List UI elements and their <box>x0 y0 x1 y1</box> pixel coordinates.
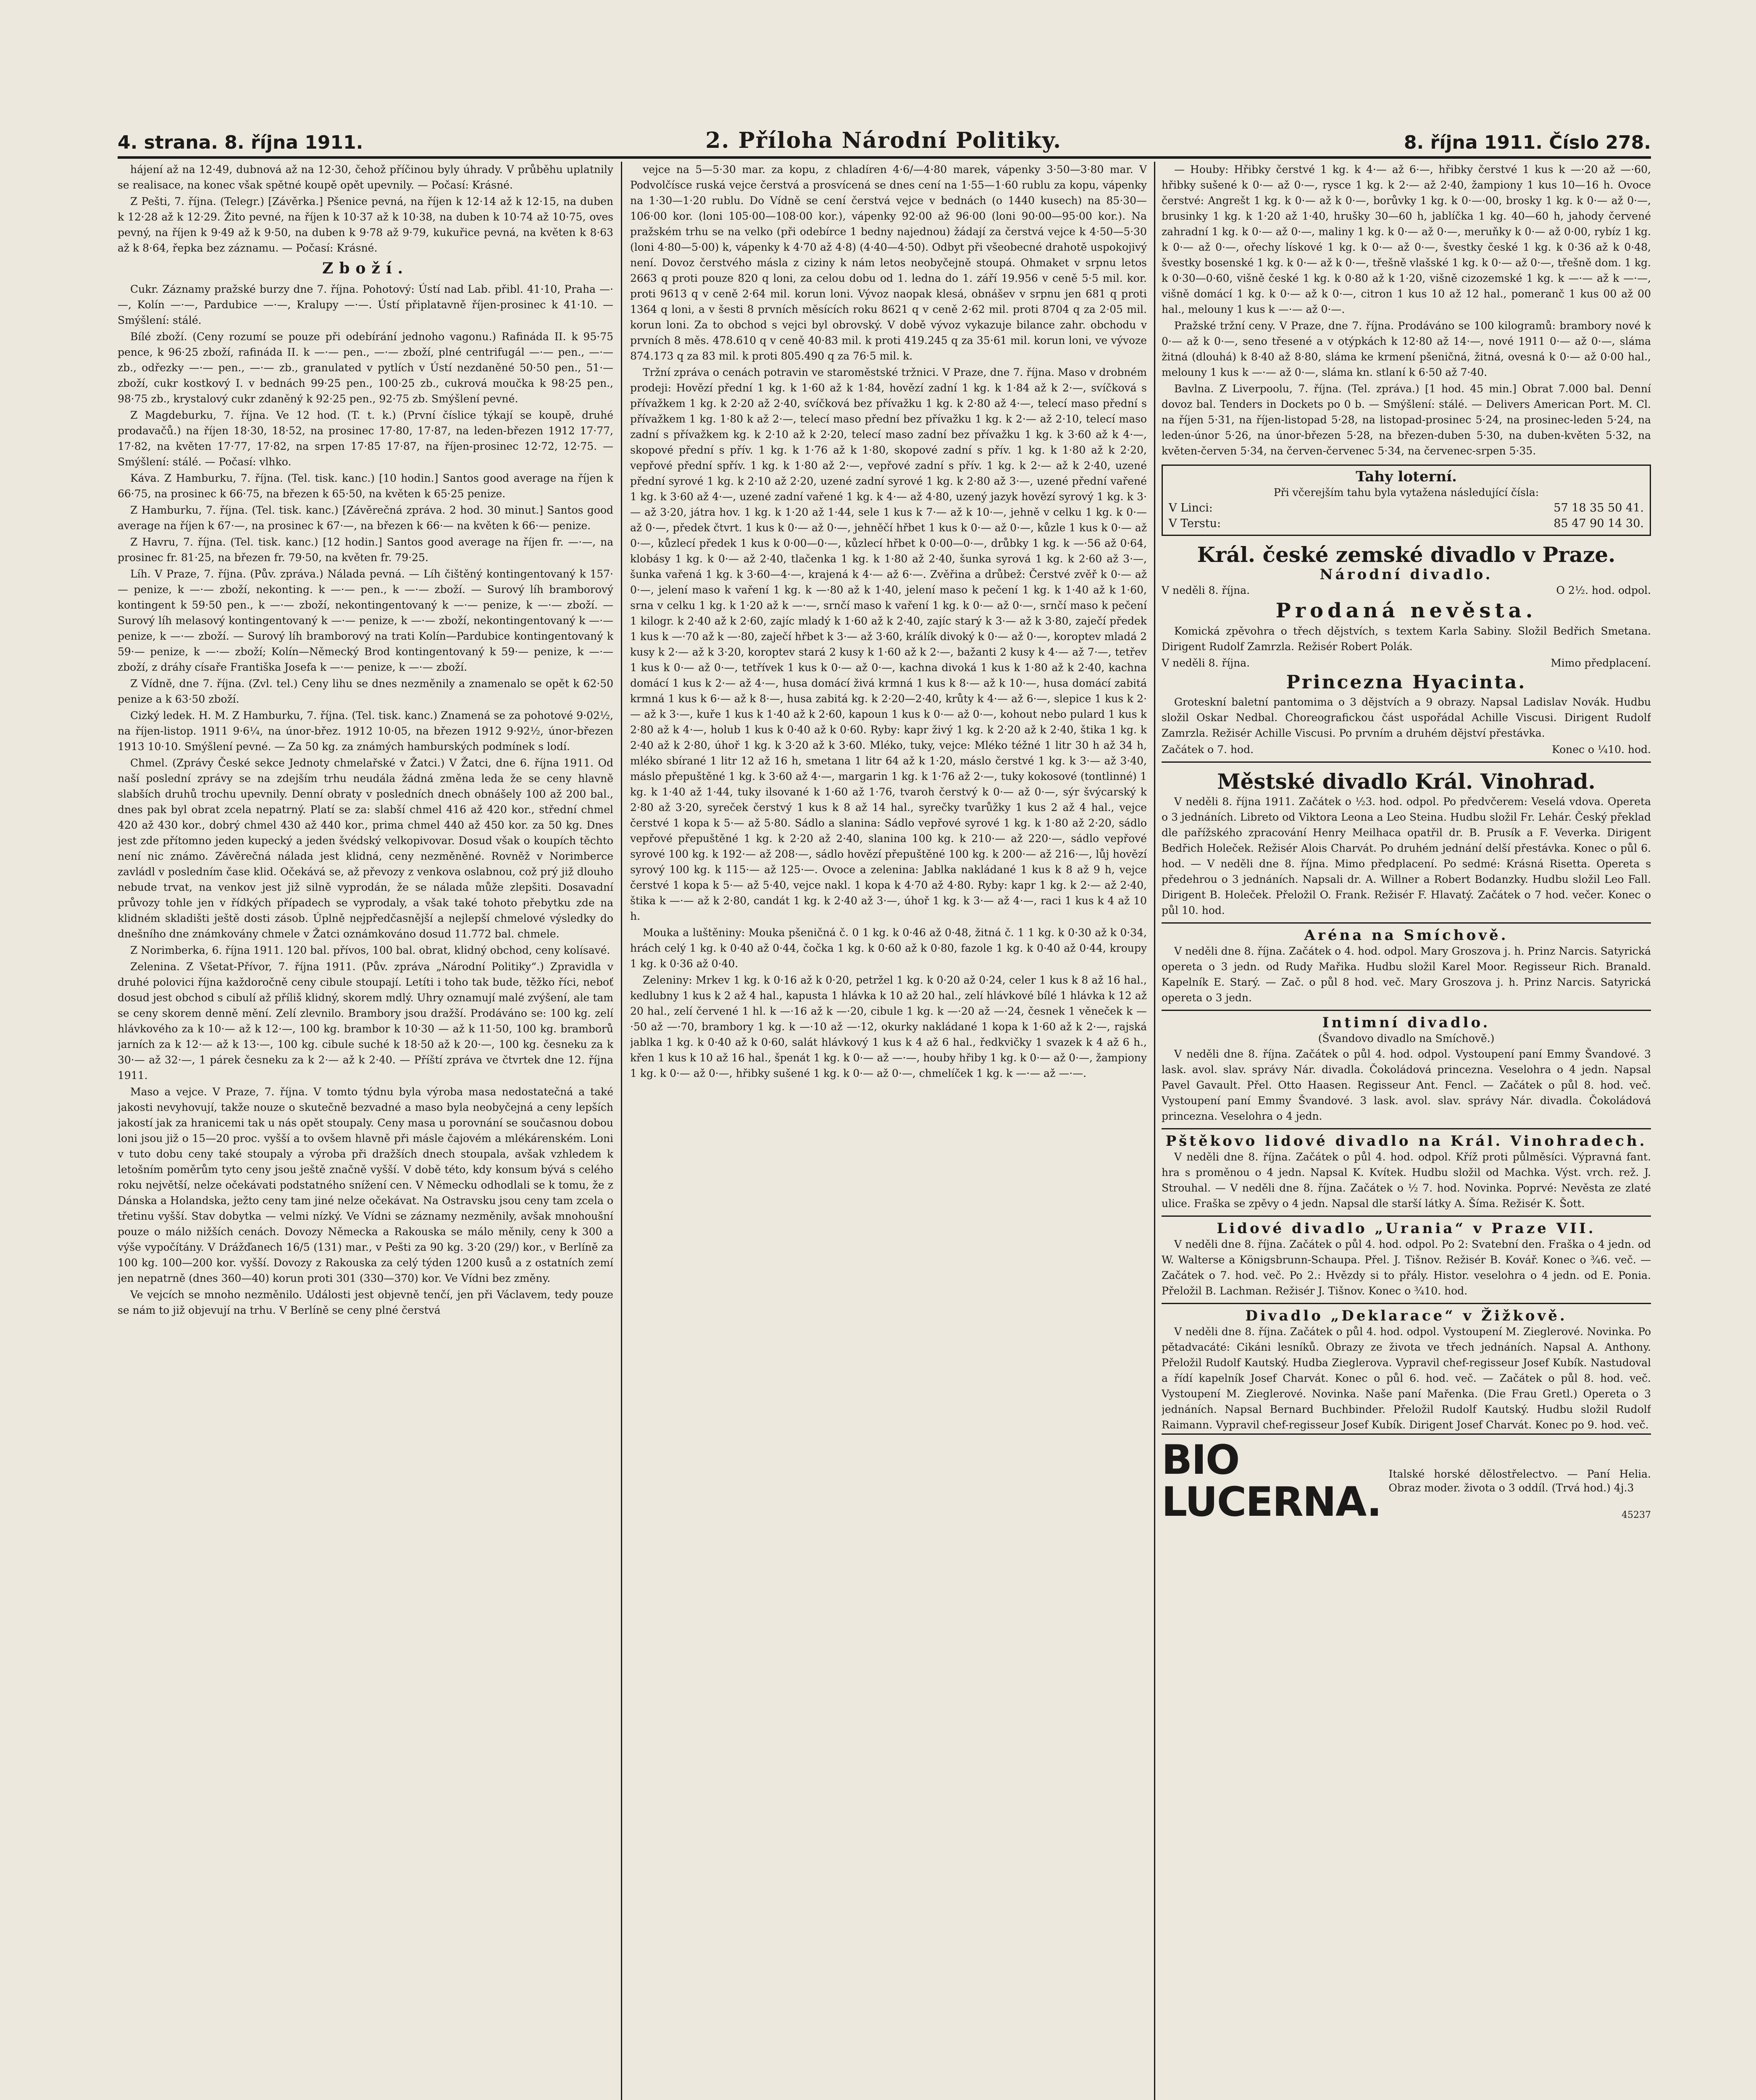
market-paragraph: Zelenina. Z Všetat-Přívor, 7. října 1911. (Pův. zpráva „Národní Politiky“.) Zpravidla v druhé polovici října každoročně ceny cibule stoupají. Letíti i toho tak bude, těžko říci, neboť dosud jest obchod s cibulí až příliš klidný, skorem mdlý. Uhry oznamují malé zvýšení, ale tam se ceny skorem denně mění. Zelí zlevnilo. Brambory jsou dražší. Prodáváno se: 100 kg. zelí hlávkového za k 10·— až k 12·—, 100 kg. brambor k 10·30 — až k 11·50, 100 kg. bramborů jarních za k 12·— až k 13·—, 100 kg. cibule suché k 18·50 až k 20·—, 100 kg. česneku za k 30·— až 32·—, 1 párek česneku za k 2·— až k 2·40. — Příští zpráva ve čtvrtek dne 12. října 1911. <box>118 961 613 1082</box>
program-row <box>1162 742 1651 757</box>
theatre-title: Intimní divadlo. <box>1322 1014 1490 1031</box>
market-paragraph: Maso a vejce. V Praze, 7. října. V tomto týdnu byla výroba masa nedostatečná a také jakosti nevyhovují, takže nouze o skutečně bezvadné a maso byla neobyčejná a ceny lepších jakostí jak za hranicemi tak u nás opět stoupaly. Ceny masa u porovnání se současnou dobou loni jsou již o 15—20 proc. vyšší a to ovšem hlavně při másle čajovém a mlékárenském. Loni v tuto dobu ceny také stoupaly a výroba při dražších dnech stoupala, avšak vzhledem k letošním poměrům tyto ceny jsou ještě značně vyšší. V době této, kdy konsum bývá s celého roku největší, nelze očekávati podstatného snížení cen. V Německu odhodlali se k tomu, že z Dánska a Holandska, ježto ceny tam jiné nelze očekávat. Na Ostravsku jsou ceny tam zcela o třetinu vyšší. Stav dobytka — velmi nízký. Ve Vídni se záznamy nezměnily, avšak mnohoušní pouze o málo nižších cenách. Dovozy Německa a Rakouska se málo měnily, ceny k 300 a výše vypočítány. V Drážďanech 16/5 (131) mar., v Pešti za 90 kg. 3·20 (29/) kor., v Berlíně za 100 kg. 100—200 kor. vyšší. Dovozy z Rakouska za celý týden 1200 kusů a z ostatních zemí jen nepatrně (dnes 360—40) korun proti 301 (330—370) kor. Ve Vídni bez změny. <box>118 1086 613 1284</box>
theatre-subtitle: (Švandovo divadlo na Smíchově.) <box>1318 1032 1495 1045</box>
market-paragraph: Mouka a luštěniny: Mouka pšeničná č. 0 1 kg. k 0·46 až 0·48, žitná č. 1 1 kg. k 0·30 až k 0·34, hrách celý 1 kg. k 0·40 až 0·44, čočka 1 kg. k 0·60 až k 0·80, fazole 1 kg. k 0·40 až 0·44, kroupy 1 kg. k 0·36 až 0·40. <box>630 927 1147 970</box>
program-row <box>1162 655 1651 671</box>
market-paragraph: Z Norimberka, 6. října 1911. 120 bal. přívos, 100 bal. obrat, klidný obchod, ceny kolísavé. <box>130 944 610 956</box>
theatre-program: V neděli dne 8. října. Začátek o půl 4. hod. odpol. Po 2: Svatební den. Fraška o 4 jedn. od W. Walterse a Königsbrunn-Schaupa. Přel. J. Tišnov. Režisér B. Kovář. Konec o ¾6. več. — Začátek o 7. hod. več. Po 2.: Hvězdy si to přály. Histor. veselohra o 4 jedn. od E. Ponia. Přeložil B. Lachman. Režisér J. Tišnov. Konec o ¾10. hod. <box>1162 1238 1651 1297</box>
theatre-program: V neděli 8. října 1911. Začátek o ½3. hod. odpol. Po předvčerem: Veselá vdova. Opereta o 3 jednáních. Libreto od Viktora Leona a Leo Steina. Hudbu složil Fr. Lehár. Český překlad dle pařížského zpracování Henry Meilhaca opatřil dr. B. Prusík a F. Veverka. Dirigent Bedřich Holeček. Režisér Alois Charvát. Po druhém jednání delší přestávka. Konec o půl 6. hod. — V neděli dne 8. října. Mimo předplacení. Po sedmé: Krásná Risetta. Opereta s předehrou o 3 jednáních. Napsali dr. A. Willner a Robert Bodanzky. Hudbu složil Leo Fall. Dirigent B. Holeček. Přeložil O. Frank. Režisér F. Hlavatý. Začátek o 7 hod. večer. Konec o půl 10. hod. <box>1162 795 1651 916</box>
lottery-box <box>1162 465 1651 536</box>
header-title: 2. Příloha Národní Politiky. <box>705 128 1062 153</box>
header-rule <box>118 156 1651 159</box>
theatre-title: Pštěkovo lidové divadlo na Král. Vinohradech. <box>1165 1133 1647 1150</box>
header-right: 8. října 1911. Číslo 278. <box>1404 132 1651 153</box>
program-time: Mimo předplacení. <box>1551 657 1651 669</box>
section-heading: Zboží. <box>322 260 409 277</box>
play-title: Prodaná nevěsta. <box>1275 599 1537 622</box>
program-row <box>1162 583 1651 598</box>
lottery-row <box>1169 516 1644 531</box>
market-paragraph: Cukr. Záznamy pražské burzy dne 7. října. Pohotový: Ústí nad Lab. přibl. 41·10, Praha —·—, Kolín —·—, Pardubice —·—, Kralupy —·—. Ústí připlatavně říjen-prosinec k 41·10. — Smýšlení: stálé. <box>118 283 613 326</box>
program-date: V neděli 8. října. <box>1162 584 1250 596</box>
program-time: O 2½. hod. odpol. <box>1556 584 1651 596</box>
play-description: Groteskní baletní pantomima o 3 dějstvích a 9 obrazy. Napsal Ladislav Novák. Hudbu složil Oskar Nedbal. Choreografickou část uspořádal Achille Viscusi. Dirigent Rudolf Zamrzla. Režisér Achille Viscusi. Po prvním a druhém dějství přestávka. <box>1162 696 1651 739</box>
market-paragraph: Z Pešti, 7. října. (Telegr.) [Závěrka.] Pšenice pevná, na říjen k 12·14 až k 12·15, na duben k 12·28 až k 12·29. Žito pevné, na říjen k 10·37 až k 10·38, na duben k 10·74 až 10·75, oves pevný, na říjen k 9·49 až k 9·50, na duben k 9·78 až 9·79, kukuřice pevná, na květen k 8·63 až k 8·64, řepka bez záznamu. — Počasí: Krásné. <box>118 195 613 254</box>
divider <box>1162 1215 1651 1217</box>
market-paragraph: Cizký ledek. H. M. Z Hamburku, 7. října. (Tel. tisk. kanc.) Znamená se za pohotové 9·02½, na říjen-listop. 1911 9·6¼, na únor-břez. 1912 10·05, na březen 1912 9·92½, únor-březen 1913 10·10. Smýšlení pevné. — Za 50 kg. za známých hamburských podmínek s lodí. <box>118 709 613 753</box>
theatre-title: Lidové divadlo „Urania“ v Praze VII. <box>1217 1220 1596 1237</box>
play-description: Komická zpěvohra o třech dějstvích, s textem Karla Sabiny. Složil Bedřich Smetana. Dirigent Rudolf Zamrzla. Režisér Robert Polák. <box>1162 625 1651 653</box>
lottery-numbers: 85 47 90 14 30. <box>1554 517 1644 530</box>
cinema-ad-text: Italské horské dělostřelectvo. — Paní Helia. Obraz moder. života o 3 oddíl. (Trvá hod.) 4j.3 <box>1388 1468 1651 1494</box>
divider <box>1162 1128 1651 1129</box>
divider <box>1162 761 1651 763</box>
market-paragraph: Bílé zboží. (Ceny rozumí se pouze při odebírání jednoho vagonu.) Rafináda II. k 95·75 pence, k 96·25 zboží, rafináda II. k —·— pen., —·— zboží, plné centrifugál —·— pen., —·— zb., odřezky —·— pen., —·— zb., granulated v pytlích v Ústí nezdaněné 50·50 pen., 51·— zboží, cukr kostkový I. v bednách 99·25 pen., 100·25 zb., cukrová moučka k 98·25 pen., 98·75 zb., krystalový cukr zdaněný k 92·25 pen., 92·75 zb. Smýšlení pevné. <box>118 331 613 405</box>
column-divider-1 <box>621 162 622 2100</box>
program-date: V neděli 8. října. <box>1162 657 1250 669</box>
lottery-row <box>1169 500 1644 516</box>
ad-number: 45237 <box>1622 1510 1651 1520</box>
theatre-subtitle: Národní divadlo. <box>1320 566 1493 583</box>
market-paragraph: — Houby: Hřibky čerstvé 1 kg. k 4·— až 6·—, hřibky čerstvé 1 kus k —·20 až —·60, hřibky sušené k 0·— až 0·—, rysce 1 kg. k 2·— až 2·40, žampiony 1 kus 10—16 h. Ovoce čerstvé: Angrešt 1 kg. k 0·— až k 0·—, borůvky 1 kg. k 0·—·00, brosky 1 kg. k 0·— až 0·—, brusinky 1 kg. k 1·20 až 1·40, hrušky 30—60 h, jablíčka 1 kg. 40—60 h, jahody červené zahradní 1 kg. k 0·— až 0·—, maliny 1 kg. k 0·— až 0·—, meruňky k 0·— až 0·00, rybíz 1 kg. k 0·— až 0·—, ořechy lískové 1 kg. k 0·— až 0·—, švestky české 1 kg. k 0·36 až k 0·48, švestky bosenské 1 kg. k 0·— až k 0·—, třešně vlašské 1 kg. k 0·— až 0·—, třešně dom. 1 kg. k 0·30—0·60, višně české 1 kg. k 0·80 až k 1·20, višně cizozemské 1 kg. k —·— až k —·—, višně domácí 1 kg. k 0·— až k 0·—, citron 1 kus 10 až 12 hal., pomeranč 1 kus 00 až 00 hal., melouny 1 kus k —·— až 0·—. <box>1162 163 1651 315</box>
theatre-program: V neděli dne 8. října. Začátek o půl 4. hod. odpol. Vystoupení M. Zieglerové. Novinka. Po pětadvacáté: Cikáni lesníků. Obrazy ze života ve třech jednáních. Napsal A. Anthony. Přeložil Rudolf Kautský. Hudba Zieglerova. Vypravil chef-regisseur Josef Kubík. Nastudoval a řídí kapelník Josef Charvát. Konec o půl 6. hod. več. — Začátek o půl 8. hod. več. Vystoupení M. Zieglerové. Novinka. Naše paní Mařenka. (Die Frau Gretl.) Opereta o 3 jednáních. Napsal Bernard Buchbinder. Přeložil Rudolf Kautský. Hudbu složil Rudolf Raimann. Vypravil chef-regisseur Josef Kubík. Dirigent Josef Charvát. Konec po 9. hod. več. <box>1162 1326 1651 1431</box>
theatre-program: V neděli dne 8. října. Začátek o půl 4. hod. odpol. Kříž proti půlměsíci. Výpravná fant. hra s proměnou o 4 jedn. Napsal K. Kvítek. Hudbu složil od Machka. Výst. vrch. rež. J. Strouhal. — V neděli dne 8. října. Začátek o ½ 7. hod. Novinka. Poprvé: Nevěsta ze zlaté ulice. Fraška se zpěvy o 4 jedn. Napsal dle starší látky A. Šíma. Režisér K. Šott. <box>1162 1151 1651 1210</box>
market-paragraph: Pražské tržní ceny. V Praze, dne 7. října. Prodáváno se 100 kilogramů: brambory nové k 0·— až k 0·—, seno třesené a v otýpkách k 12·80 až 14·—, nové 1911 0·— až 0·—, sláma žitná (dlouhá) k 8·40 až 8·80, sláma ke krmení pšeničná, žitná, ovesná k 0·— až 0·00 hal., melouny 1 kus k —·— až 0·—, sláma kn. stlaní k 6·50 až 7·40. <box>1162 320 1651 378</box>
divider <box>1162 922 1651 924</box>
column-3 <box>1162 162 1651 2100</box>
divider <box>1162 1303 1651 1304</box>
header-left: 4. strana. 8. října 1911. <box>118 132 363 153</box>
theatre-title: Městské divadlo Král. Vinohrad. <box>1217 769 1596 794</box>
column-divider-2 <box>1154 162 1155 2100</box>
lottery-title: Tahy loterní. <box>1356 468 1457 485</box>
lottery-numbers: 57 18 35 50 41. <box>1554 501 1644 514</box>
lottery-place: V Linci: <box>1169 501 1213 514</box>
column-2 <box>630 162 1147 2100</box>
theatre-title: Král. české zemské divadlo v Praze. <box>1197 542 1616 567</box>
market-paragraph: Líh. V Praze, 7. října. (Pův. zpráva.) Nálada pevná. — Líh čištěný kontingentovaný k 157·— penize, k —·— zboží, nekonting. k —·— pen., k —·— zboží. — Surový líh bramborový kontingent k 59·50 pen., k —·— zboží, nekontingentovaný k —·— penize, k —·— zboží. — Surový líh melasový kontingentovaný k —·— penize, k —·— zboží, nekontingentovaný k —·— penize, k —·— zboží. — Surový líh bramborový na trati Kolín—Pardubice kontingentovaný k 59·— penize, k —·— zboží; Kolín—Německý Brod kontingentovaný k 59·— penize, k —·— zboží, z dráhy císaře Františka Josefa k —·— penize, k —·— zboží. <box>118 568 613 673</box>
market-paragraph: Z Hamburku, 7. října. (Tel. tisk. kanc.) [Závěrečná zpráva. 2 hod. 30 minut.] Santos good average na říjen k 67·—, na prosinec k 67·—, na březen k 66·— na květen k 66·— penize. <box>118 504 613 532</box>
market-paragraph: vejce na 5—5·30 mar. za kopu, z chladíren 4·6/—4·80 marek, vápenky 3·50—3·80 mar. V Podvolčísce ruská vejce čerstvá a prosvícená se dnes cení na 1·55—1·60 rublu za kopu, vápenky na 1·30—1·20 rublu. Do Vídně se cení čerstvá vejce v bednách (o 1440 kusech) na 85·30—106·00 kor. (loni 105·00—108·00 kor.), vápenky 92·00 až 96·00 (loni 90·00—95·00 kor.). Na pražském trhu se na velko (při odebírce 1 bedny najednou) žádají za čerstvá vejce k 4·50—5·30 (loni 4·80—5·00) k, vápenky k 4·70 až 4·8) (4·40—4·50). Odbyt při všeobecné drahotě uspokojivý není. Dovoz čerstvého másla z ciziny k nám letos neobyčejně stoupá. Ohmaket v srpnu letos 2663 q proti pouze 820 q loni, za celou dobu od 1. ledna do 1. září 19.956 v ceně 5·5 mil. kor. proti 9613 q v ceně 2·64 mil. korun loni. Vývoz naopak klesá, obnášev v srpnu jen 681 q proti 1364 q loni, a v šesti 8 prvních měsících roku 8621 q v ceně 2·62 mil. proti 8704 q za 2·05 mil. korun loni. Za to obchod s vejci byl obrovský. V době vývoz vykazuje bilance zahr. obchodu v prvních 8 měs. 478.610 q v ceně 40·83 mil. k proti 419.245 q za 35·61 mil. korun loni, ve vývoze 874.173 q za 83 mil. k proti 805.490 q za 76·5 mil. k. <box>630 163 1147 362</box>
cinema-advertisement <box>1162 1433 1651 1523</box>
cinema-logo: BIO LUCERNA. <box>1162 1436 1381 1525</box>
market-paragraph: Ve vejcích se mnoho nezměnilo. Události jest objevně tenčí, jen při Václavem, tedy pouze se nám to již objevují na trhu. V Berlíně se ceny plné čerstvá <box>118 1289 613 1316</box>
divider <box>1162 1010 1651 1011</box>
theatre-program: V neděli dne 8. října. Začátek o 4. hod. odpol. Mary Groszova j. h. Prinz Narcis. Satyrická opereta o 3 jedn. od Rudy Mařika. Hudbu složil Karel Moor. Regisseur Rich. Branald. Kapelník E. Starý. — Zač. o půl 8 hod. več. Mary Groszova j. h. Prinz Narcis. Satyrická opereta o 3 jedn. <box>1162 945 1651 1004</box>
lottery-intro: Při včerejším tahu byla vytažena následující čísla: <box>1273 486 1539 499</box>
program-end: Konec o ¼10. hod. <box>1552 743 1651 756</box>
market-paragraph: Chmel. (Zprávy České sekce Jednoty chmelařské v Žatci.) V Žatci, dne 6. října 1911. Od naší poslední zprávy se na zdejším trhu neudála žádná změna leda že se ceny hlavně slabších druhů trochu upevnily. Denní obraty v posledních dnech obnášely 100 až 200 bal., dnes pak byl obrat zcela nepatrný. Platí se za: slabší chmel 416 až 420 kor., střední chmel 420 až 430 kor., dobrý chmel 430 až 440 kor., prima chmel 440 až 450 kor. za 50 kg. Dnes jest zde přítomno jeden kupecký a jeden švédský velkopivovar. Dosud však o koupích těchto není nic známo. Závěrečná nálada jest klidná, ceny nezměněné. Rovněž v Norimberce zavládl v posledním čase klid. Očekává se, až převozy z venkova oslabnou, což prý již dlouho nebude trvat, na venkov jest již silně vyprodán, že se nálada může zlepšiti. Dosavadní průvozy tohle jen v řídkých případech se vyprodaly, a však také tohoto přebytku zde na klidném skladišti ještě dosti zásob. Úplně nejpředčasnější a nejlepší chmelové výsledky do dnešního dne známkovány chmele v Žatci oznámkováno dosud 11.772 bal. chmele. <box>118 757 613 940</box>
lottery-place: V Terstu: <box>1169 517 1221 530</box>
market-paragraph: Bavlna. Z Liverpoolu, 7. října. (Tel. zpráva.) [1 hod. 45 min.] Obrat 7.000 bal. Denní dovoz bal. Tenders in Dockets po 0 b. — Smýšlení: stálé. — Delivers American Port. M. Cl. na říjen 5·31, na říjen-listopad 5·28, na listopad-prosinec 5·24, na prosinec-leden 5·24, na leden-únor 5·26, na únor-březen 5·28, na březen-duben 5·30, na duben-květen 5·32, na květen-červen 5·34, na červen-červenec 5·34, na červenec-srpen 5·35. <box>1162 383 1651 457</box>
page-header <box>118 120 1651 153</box>
theatre-title: Divadlo „Deklarace“ v Žižkově. <box>1245 1307 1567 1324</box>
market-paragraph: Tržní zpráva o cenách potravin ve staroměstské tržnici. V Praze, dne 7. října. Maso v drobném prodeji: Hovězí přední 1 kg. k 1·60 až k 1·84, hovězí zadní 1 kg. k 1·84 až k 2·—, svíčková s přívažkem 1 kg. k 2·20 až 2·40, svíčková bez přívažku 1 kg. k 2·80 až 4·—, telecí maso přední s přívažkem 1 kg. 1·80 k až 2·—, telecí maso přední bez přívažku 1 kg. k 2·— až 2·10, telecí maso zadní s přívažkem kg. k 2·10 až k 2·20, telecí maso zadní bez přívažku 1 kg. k 3·60 až k 4·—, skopové přední s přív. 1 kg. k 1·76 až k 1·80, skopové zadní s přív. 1 kg. k 1·80 až k 2·20, vepřové přední spřív. 1 kg. k 1·80 až 2·—, vepřové zadní s přív. 1 kg. k 2·— až k 2·40, uzené přední syrové 1 kg. k 2·10 až 2·20, uzené zadní syrové 1 kg. k 2·80 až 3·—, uzené přední vařené 1 kg. k 3·60 až 4·—, uzené zadní vařené 1 kg. k 4·— až 4·80, uzený jazyk hovězí syrový 1 kg. k 3·— až 3·20, játra hov. 1 kg. k 1·20 až 1·44, sele 1 kus k 7·— až k 10·—, jehně v celku 1 kg. k 0·— až 0·—, předek čtvrt. 1 kus k 0·— až 0·—, jehněčí hřbet 1 kus k 0·— až 0·—, kůzle 1 kus k 0·— až 0·—, kůzlecí předek 1 kus k 0·00—0·—, kůzlecí hřbet k 0·00—0·—, drůbky 1 kg. k —·56 až 0·64, klobásy 1 kg. k 0·— až 2·40, tlačenka 1 kg. k 1·80 až 2·40, šunka syrová 1 kg. k 2·60 až 3·—, šunka vařená 1 kg. k 3·60—4·—, krajená k 4·— až 6·—. Zvěřina a drůbež: Čerstvé zvěř k 0·— až 0·—, jelení maso k vaření 1 kg. k —·80 až k 1·40, jelení maso k pečení 1 kg. k 1·40 až k 1·60, srna v celku 1 kg. k 1·20 až k —·—, srnčí maso k vaření 1 kg. k 0·— až 0·—, srnčí maso k pečení 1 kilogr. k 2·40 až k 2·60, zajíc mladý k 1·60 až k 2·40, zajíc starý k 3·— až k 3·80, zaječí předek 1 kus k —·70 až k —·80, zaječí hřbet k 3·— až 3·60, králík divoký k 0·— až 0·—, koroptev mladá 2 kusy k 2·— až k 3·20, koroptev stará 2 kusy k 1·60 až k 2·—, bažanti 2 kusy k 4·— až 7·—, tetřev 1 kus k 0·— až 0·—, tetřívek 1 kus k 0·— až 0·—, kachna divoká 1 kus k 1·80 až k 2·40, kachna domácí 1 kus k 2·— až 4·—, husa domácí živá krmná 1 kus k 8·— až k 10·—, husa domácí zabitá krmná 1 kus k 6·— až k 8·—, husa zabitá kg. k 2·20—2·40, krůty k 4·— až 6·—, slepice 1 kus k 2·— až k 3·—, kuře 1 kus k 1·40 až k 2·60, kapoun 1 kus k 0·— až 0·—, kohout nebo pulard 1 kus k 2·80 až k 4·—, holub 1 kus k 0·40 až k 0·60. Ryby: kapr živý 1 kg. k 2·20 až k 2·40, štika 1 kg. k 2·40 až k 2·80, úhoř 1 kg. k 3·20 až k 3·60. Mléko, tuky, vejce: Mléko téžné 1 litr 30 h až 34 h, mléko sbírané 1 litr 12 až 16 h, smetana 1 litr 64 až k 1·20, máslo čerstvé 1 kg. k 3·— až 3·40, máslo přepuštěné 1 kg. k 3·60 až 4·—, margarin 1 kg. k 1·76 až 2·—, tuky kokosové (tontlinné) 1 kg. k 1·40 až 1·44, tuky ilsované k 1·60 až 1·76, tvaroh čerstvý k 0·— až 0·—, sýr švýcarský k 2·80 až 3·20, syreček čerstvý 1 kus k 8 až 14 hal., syrečky tvarůžky 1 kus 2 až 4 hal., vejce čerstvé 1 kopa k 5·— až 5·80. Sádlo a slanina: Sádlo vepřové syrové 1 kg. k 1·80 až 2·20, sádlo vepřové přepuštěné 1 kg. k 2·20 až 2·40, slanina 100 kg. k 210·— až 220·—, sádlo vepřové syrové 100 kg. k 192·— až 208·—, sádlo hovězí přepuštěné 100 kg. k 200·— až 216·—, lůj hovězí syrový 100 kg. k 115·— až 125·—. Ovoce a zelenina: Jablka nakládané 1 kus k 8 až 9 h, vejce čerstvé 1 kopa k 5·— až 5·40, vejce nakl. 1 kopa k 4·70 až 4·80. Ryby: kapr 1 kg. k 2·— až 2·40, štika k —·— až k 2·80, candát 1 kg. k 2·40 až 3·—, úhoř 1 kg. k 3·— až 4·—, raci 1 kus k 4 až 10 h. <box>630 366 1147 922</box>
market-paragraph: Káva. Z Hamburku, 7. října. (Tel. tisk. kanc.) [10 hodin.] Santos good average na říjen k 66·75, na prosinec k 66·75, na březen k 65·50, na květen k 65·25 penize. <box>118 472 613 500</box>
theatre-program: V neděli dne 8. října. Začátek o půl 4. hod. odpol. Vystoupení paní Emmy Švandové. 3 lask. avol. slav. správy Nár. divadla. Čokoládová princezna. Veselohra o 4 jedn. Napsal Pavel Gavault. Přel. Otto Haasen. Regisseur Ant. Fencl. — Začátek o půl 8. hod. več. Vystoupení paní Emmy Švandové. 3 lask. avol. slav. správy Nár. divadla. Čokoládová princezna. Veselohra o 4 jedn. <box>1162 1048 1651 1122</box>
column-1 <box>118 162 613 2100</box>
market-paragraph: Zeleniny: Mrkev 1 kg. k 0·16 až k 0·20, petržel 1 kg. k 0·20 až 0·24, celer 1 kus k 8 až 16 hal., kedlubny 1 kus k 2 až 4 hal., kapusta 1 hlávka k 10 až 20 hal., zelí hlávkové bílé 1 hlávka k 12 až 20 hal., zelí červené 1 hl. k —·16 až k —·20, cibule 1 kg. k —·20 až —·24, česnek 1 věneček k —·50 až —·70, brambory 1 kg. k —·10 až —·12, okurky nakládané 1 kopa k 1·60 až k 2·—, rajská jablka 1 kg. k 0·40 až k 0·60, salát hlávkový 1 kus k 4 až 6 hal., ředkvičky 1 svazek k 4 až 6 h., křen 1 kus k 10 až 16 hal., špenát 1 kg. k 0·— až —·—, houby hřiby 1 kg. k 0·— až 0·—, žampiony 1 kg. k 0·— až 0·—, hřibky sušené 1 kg. k 0·— až 0·—, chmelíček 1 kg. k —·— až —·—. <box>630 974 1147 1079</box>
market-paragraph: hájení až na 12·49, dubnová až na 12·30, čehož příčinou byly úhrady. V průběhu uplatnily se realisace, na konec však spětné koupě opět upevnily. — Počasí: Krásné. <box>118 163 613 191</box>
theatre-title: Aréna na Smíchově. <box>1304 927 1509 944</box>
play-title: Princezna Hyacinta. <box>1286 672 1527 693</box>
program-start: Začátek o 7. hod. <box>1162 743 1254 756</box>
market-paragraph: Z Magdeburku, 7. října. Ve 12 hod. (T. t. k.) (První číslice týkají se koupě, druhé prodavačů.) na říjen 18·30, 18·52, na prosinec 17·80, 17·87, na leden-březen 1912 17·77, 17·82, na květen 17·77, 17·82, na srpen 17·85 17·87, na říjen-prosinec 12·72, 12·75. — Smýšlení: stálé. — Počasí: vlhko. <box>118 409 613 468</box>
market-paragraph: Z Vídně, dne 7. října. (Zvl. tel.) Ceny lihu se dnes nezměnily a znamenalo se opět k 62·50 penize a k 63·50 zboží. <box>118 677 613 705</box>
market-paragraph: Z Havru, 7. října. (Tel. tisk. kanc.) [12 hodin.] Santos good average na říjen fr. —·—, na prosinec fr. 81·25, na březen fr. 79·50, na květen fr. 79·25. <box>118 536 613 564</box>
